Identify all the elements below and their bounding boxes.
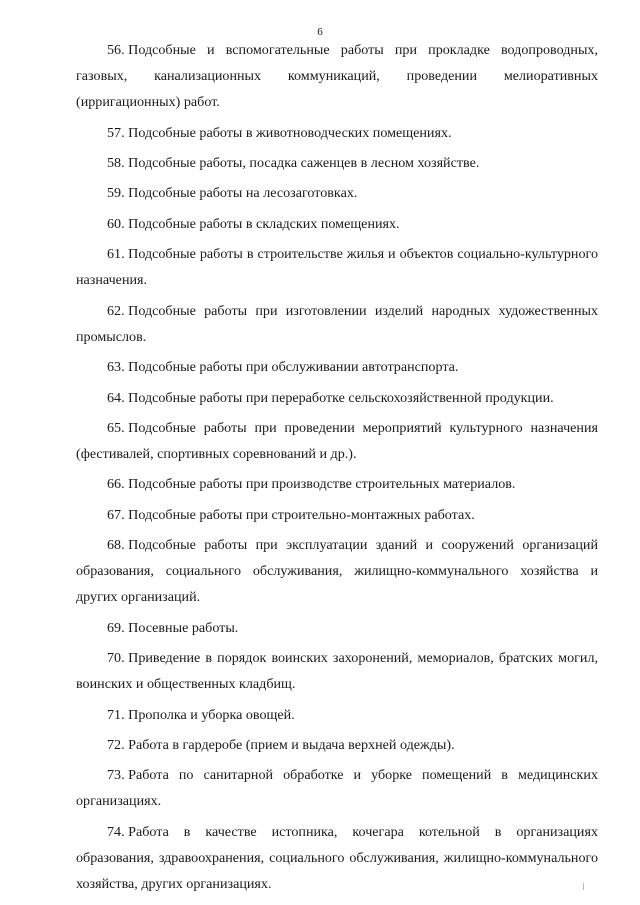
item-text: Работа в качестве истопника, кочегара котельной в организациях образования, здравоохранения, социального обслуживания, жилищно-коммунального хозяйства, других организациях. xyxy=(76,823,598,893)
item-number: 72. xyxy=(107,737,125,753)
item-text: Подсобные работы при производстве строительных материалов. xyxy=(128,476,516,493)
item-number: 57. xyxy=(107,124,125,141)
list-item xyxy=(76,471,598,497)
item-number: 64. xyxy=(107,389,125,406)
item-number: 61. xyxy=(107,246,125,263)
list-item xyxy=(76,211,598,237)
item-text: Подсобные работы при строительно-монтажных работах. xyxy=(128,506,475,523)
item-text: Подсобные работы при проведении мероприятий культурного назначения (фестивалей, спортивных соревнований и др.). xyxy=(76,419,598,462)
page-number: 6 xyxy=(317,26,323,38)
item-text: Подсобные работы, посадка саженцев в лесном хозяйстве. xyxy=(128,154,480,171)
list-item xyxy=(76,702,598,728)
item-number: 62. xyxy=(107,302,125,319)
item-number: 60. xyxy=(107,215,125,232)
item-text: Подсобные работы при изготовлении изделий народных художественных промыслов. xyxy=(76,302,598,345)
list-item xyxy=(76,732,598,758)
item-number: 70. xyxy=(107,650,125,667)
list-item xyxy=(76,819,598,897)
item-text: Подсобные работы при переработке сельскохозяйственной продукции. xyxy=(128,389,554,406)
item-number: 65. xyxy=(107,419,125,436)
list-item xyxy=(76,502,598,528)
item-text: Посевные работы. xyxy=(128,619,239,636)
list-item xyxy=(76,150,598,176)
item-text: Подсобные работы в строительстве жилья и объектов социально-культурного назначения. xyxy=(76,246,598,289)
list-item xyxy=(76,354,598,380)
scan-mark xyxy=(583,883,584,890)
list-item xyxy=(76,180,598,206)
item-number: 67. xyxy=(107,506,125,523)
list-item xyxy=(76,385,598,411)
list-item xyxy=(76,241,598,293)
item-text: Приведение в порядок воинских захоронений, мемориалов, братских могил, воинских и общественных кладбищ. xyxy=(76,650,598,693)
item-text: Подсобные работы в складских помещениях. xyxy=(128,215,400,232)
item-text: Подсобные и вспомогательные работы при прокладке водопроводных, газовых, канализационных коммуникаций, проведении мелиоративных (ирригационных) работ. xyxy=(76,42,598,111)
item-text: Работа по санитарной обработке и уборке помещений в медицинских организациях. xyxy=(76,767,598,810)
item-text: Подсобные работы в животноводческих помещениях. xyxy=(128,124,452,141)
item-text: Работа в гардеробе (прием и выдача верхней одежды). xyxy=(128,737,455,753)
item-number: 58. xyxy=(107,154,125,171)
item-number: 71. xyxy=(107,706,125,723)
item-number: 74. xyxy=(107,823,125,840)
item-number: 63. xyxy=(107,359,125,376)
item-text: Подсобные работы при эксплуатации зданий и сооружений организаций образования, социального обслуживания, жилищно-коммунального хозяйства и других организаций. xyxy=(76,537,598,606)
item-number: 68. xyxy=(107,537,125,554)
numbered-list xyxy=(76,37,598,901)
list-item xyxy=(76,120,598,146)
list-item xyxy=(76,532,598,610)
list-item xyxy=(76,615,598,641)
list-item xyxy=(76,415,598,467)
list-item xyxy=(76,298,598,350)
list-item xyxy=(76,645,598,697)
item-number: 66. xyxy=(107,476,125,493)
item-text: Прополка и уборка овощей. xyxy=(128,706,295,723)
item-text: Подсобные работы на лесозаготовках. xyxy=(128,185,358,202)
item-number: 56. xyxy=(107,42,125,58)
item-number: 59. xyxy=(107,185,125,202)
item-number: 73. xyxy=(107,767,125,784)
list-item xyxy=(76,37,598,115)
item-text: Подсобные работы при обслуживании автотранспорта. xyxy=(128,359,459,376)
list-item xyxy=(76,762,598,814)
item-number: 69. xyxy=(107,619,125,636)
